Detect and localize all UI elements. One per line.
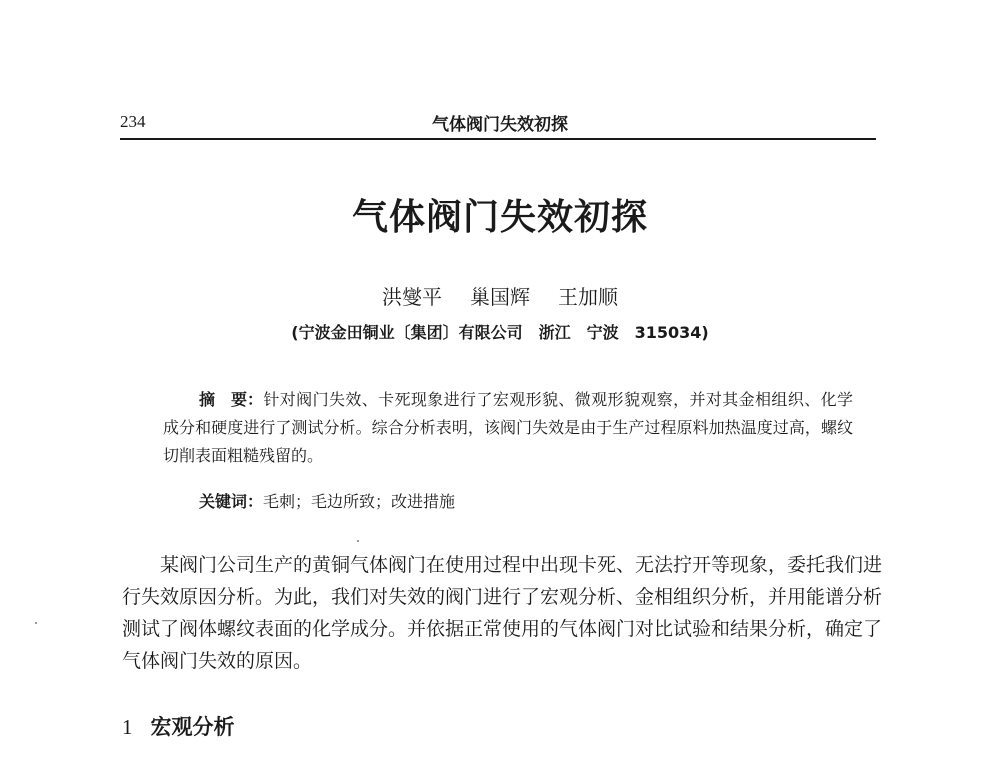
author-name: 王加顺 <box>558 285 618 309</box>
intro-paragraph: 某阀门公司生产的黄铜气体阀门在使用过程中出现卡死、无法拧开等现象，委托我们进行失效原因分析。为此，我们对失效的阀门进行了宏观分析、金相组织分析，并用能谱分析测试了阀体螺纹表面的化学成分。并依据正常使用的气体阀门对比试验和结果分析，确定了气体阀门失效的原因。 <box>122 554 883 672</box>
abstract <box>163 386 853 470</box>
abstract-text: 针对阀门失效、卡死现象进行了宏观形貌、微观形貌观察，并对其金相组织、化学成分和硬度进行了测试分析。综合分析表明，该阀门失效是由于生产过程原料加热温度过高，螺纹切削表面粗糙残留的。 <box>163 390 853 465</box>
author-name: 洪燮平 <box>382 285 442 309</box>
affiliation: (宁波金田铜业〔集团〕有限公司 浙江 宁波 315034) <box>291 323 709 342</box>
header-rule <box>120 138 876 140</box>
page-number: 234 <box>120 112 146 131</box>
keywords <box>199 489 455 512</box>
author-list <box>0 281 1000 310</box>
article-title: 气体阀门失效初探 <box>351 197 648 238</box>
scan-speck <box>35 622 37 624</box>
section-number: 1 <box>122 715 133 739</box>
section-heading <box>122 711 235 741</box>
keywords-text: 毛刺；毛边所致；改进措施 <box>263 492 456 511</box>
abstract-label: 摘 要： <box>199 390 264 409</box>
section-title: 宏观分析 <box>150 715 235 739</box>
keywords-label: 关键词： <box>199 492 264 511</box>
running-header-title: 气体阀门失效初探 <box>432 115 568 135</box>
author-name: 巢国辉 <box>470 285 530 309</box>
scan-speck <box>357 540 359 542</box>
